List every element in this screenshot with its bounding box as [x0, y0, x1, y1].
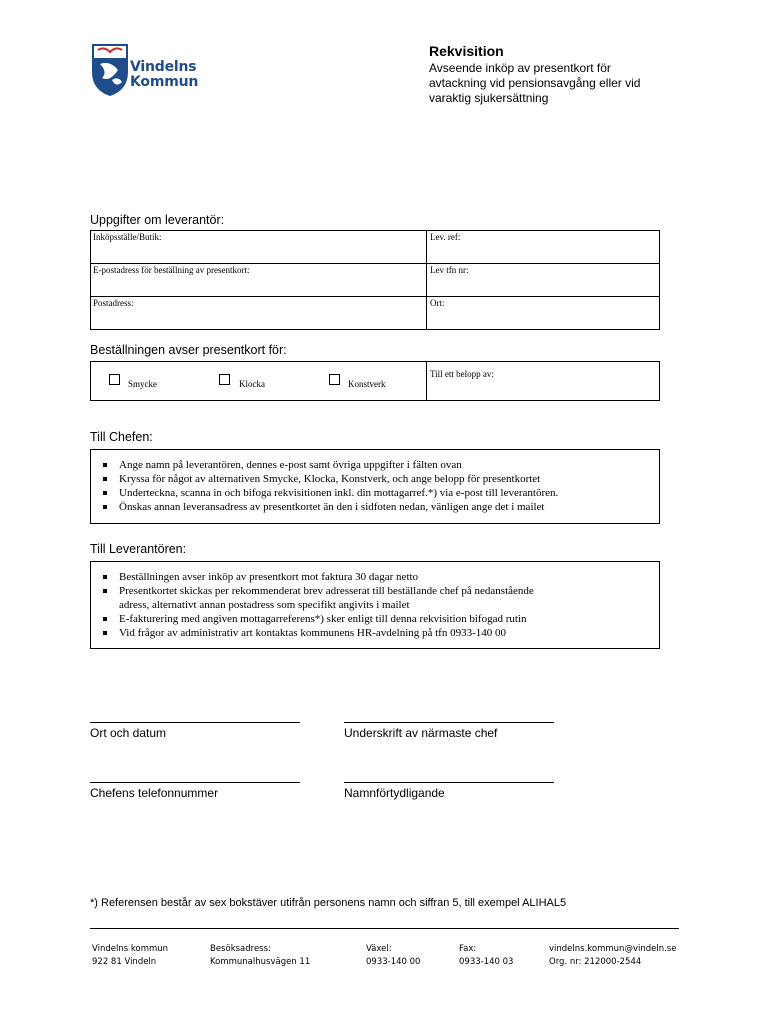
checkbox-klocka[interactable] [219, 374, 230, 385]
checkbox-konstverk[interactable] [329, 374, 340, 385]
footer-visit [210, 943, 310, 969]
footer-org-address: 922 81 Vindeln [92, 957, 157, 967]
chief-signature-label: Underskrift av närmaste chef [344, 726, 498, 740]
footer-contact [549, 943, 676, 969]
footer-divider [90, 928, 679, 929]
place-date-line[interactable] [90, 722, 300, 723]
supplier-phone-field[interactable]: Lev tfn nr: [430, 265, 469, 275]
footer-org-name: Vindelns kommun [92, 944, 169, 954]
city-field[interactable]: Ort: [430, 298, 445, 308]
checkbox-smycke[interactable] [109, 374, 120, 385]
logo-text-line2: Kommun [130, 74, 199, 90]
footer-email[interactable]: vindelns.kommun@vindeln.se [549, 944, 677, 954]
vindeln-logo [90, 42, 215, 98]
supplier-table-divider [426, 231, 427, 329]
footer-visit-label: Besöksadress: [210, 944, 271, 954]
coat-of-arms-icon [90, 42, 130, 98]
supplier-row-divider-1 [91, 263, 659, 264]
footer-fax [459, 943, 513, 969]
list-item: Kryssa för något av alternativen Smycke, Klocka, Konstverk, och ange belopp för presentkortet [99, 472, 651, 486]
supplier-heading: Uppgifter om leverantör: [90, 213, 225, 227]
list-item: Önskas annan leveransadress av presentkortet än den i sidfoten nedan, vänligen ange det i mailet [99, 500, 651, 514]
footer-switchboard [366, 943, 420, 969]
logo-text-line1: Vindelns [130, 59, 197, 75]
chief-phone-line[interactable] [90, 782, 300, 783]
supplier-row-divider-2 [91, 296, 659, 297]
chief-heading: Till Chefen: [90, 430, 153, 444]
list-item: Ange namn på leverantören, dennes e-post samt övriga uppgifter i fälten ovan [99, 458, 651, 472]
order-table [90, 361, 660, 401]
list-item: E-fakturering med angiven mottagarreferens*) sker enligt till denna rekvisition bifogad rutin [99, 612, 651, 626]
footer-orgnr: Org. nr: 212000-2544 [549, 957, 642, 967]
supplier-info-heading: Till Leverantören: [90, 542, 187, 556]
chief-signature-line[interactable] [344, 722, 554, 723]
supplier-instructions-list [99, 570, 651, 640]
footnote: *) Referensen består av sex bokstäver utifrån personens namn och siffran 5, till exempel ALIHAL5 [90, 897, 567, 909]
amount-field[interactable]: Till ett belopp av: [430, 369, 494, 379]
supplier-ref-field[interactable]: Lev. ref: [430, 232, 461, 242]
list-item: Beställningen avser inköp av presentkort mot faktura 30 dagar netto [99, 570, 651, 584]
order-heading: Beställningen avser presentkort för: [90, 343, 287, 357]
store-field[interactable]: Inköpsställe/Butik: [93, 232, 162, 242]
document-title: Rekvisition [429, 43, 504, 59]
list-item: Presentkortet skickas per rekommenderat brev adresserat till beställande chef på nedanstående adress, alternativt annan postadress som specifikt angivits i mailet [99, 584, 651, 612]
supplier-table [90, 230, 660, 330]
order-email-field[interactable]: E-postadress för beställning av presentkort: [93, 265, 250, 275]
place-date-label: Ort och datum [90, 726, 167, 740]
option-smycke-label: Smycke [128, 379, 157, 389]
footer-visit-address: Kommunalhusvägen 11 [210, 957, 311, 967]
option-klocka-label: Klocka [239, 379, 265, 389]
footer-fax-number: 0933-140 03 [459, 957, 514, 967]
footer-switch-label: Växel: [366, 944, 392, 954]
footer-organization [92, 943, 168, 969]
list-item: Vid frågor av administrativ art kontaktas kommunens HR-avdelning på tfn 0933-140 00 [99, 626, 651, 640]
footer-switch-number: 0933-140 00 [366, 957, 421, 967]
list-item: Underteckna, scanna in och bifoga rekvisitionen inkl. din mottagarref.*) via e-post till leverantören. [99, 486, 651, 500]
chief-instructions-list [99, 458, 651, 514]
name-clarification-label: Namnförtydligande [344, 786, 445, 800]
supplier-instructions-box [90, 561, 660, 649]
postal-address-field[interactable]: Postadress: [93, 298, 134, 308]
name-clarification-line[interactable] [344, 782, 554, 783]
chief-phone-label: Chefens telefonnummer [90, 786, 219, 800]
footer-fax-label: Fax: [459, 944, 477, 954]
document-subtitle: Avseende inköp av presentkort för avtackning vid pensionsavgång eller vid varaktig sjukersättning [429, 61, 641, 105]
order-table-divider [426, 362, 427, 400]
chief-instructions-box [90, 449, 660, 524]
option-konstverk-label: Konstverk [348, 379, 386, 389]
